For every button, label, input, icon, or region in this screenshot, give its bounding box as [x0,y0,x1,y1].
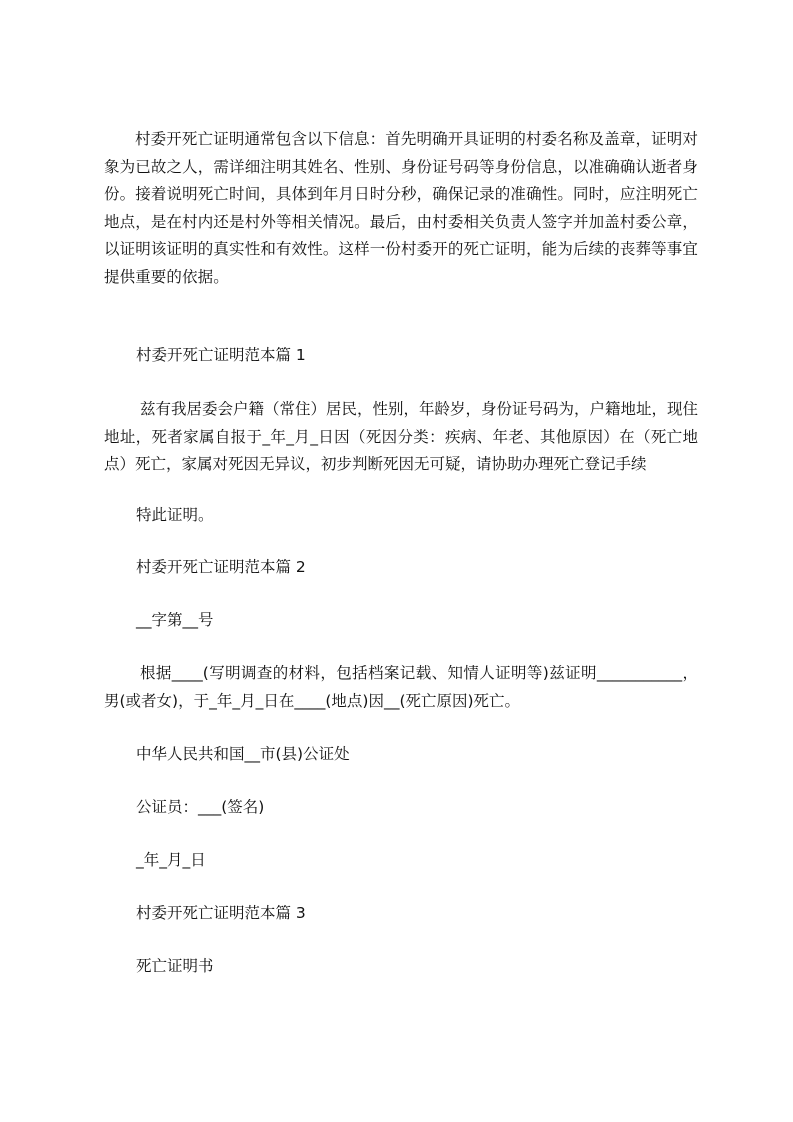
section1-heading: 村委开死亡证明范本篇 1 [136,346,306,364]
section2-office: 中华人民共和国__市(县)公证处 [136,745,350,763]
section3-title: 死亡证明书 [136,957,214,975]
section1-body: 兹有我居委会户籍（常住）居民，性别，年龄岁，身份证号码为，户籍地址，现住地址，死者家属自报于_年_月_日因（死因分类：疾病、年老、其他原因）在（死亡地点）死亡，家属对死因无异议，初步判断死因无可疑，请协助办理死亡登记手续 [104,400,699,473]
section2-heading: 村委开死亡证明范本篇 2 [136,558,306,576]
section2-ref-number: __字第__号 [136,611,214,629]
section2-date: _年_月_日 [136,851,206,869]
section1-closing: 特此证明。 [136,506,214,524]
intro-paragraph: 村委开死亡证明通常包含以下信息：首先明确开具证明的村委名称及盖章，证明对象为已故之人，需详细注明其姓名、性别、身份证号码等身份信息，以准确确认逝者身份。接着说明死亡时间，具体到年月日时分秒，确保记录的准确性。同时，应注明死亡地点，是在村内还是村外等相关情况。最后，由村委相关负责人签字并加盖村委公章，以证明该证明的真实性和有效性。这样一份村委开的死亡证明，能为后续的丧葬等事宜提供重要的依据。 [104,130,698,286]
section2-body: 根据____(写明调查的材料，包括档案记载、知情人证明等)兹证明___________，男(或者女)，于_年_月_日在____(地点)因__(死亡原因)死亡。 [104,664,698,710]
section3-heading: 村委开死亡证明范本篇 3 [136,904,306,922]
section2-notary: 公证员：___(签名) [136,798,265,816]
